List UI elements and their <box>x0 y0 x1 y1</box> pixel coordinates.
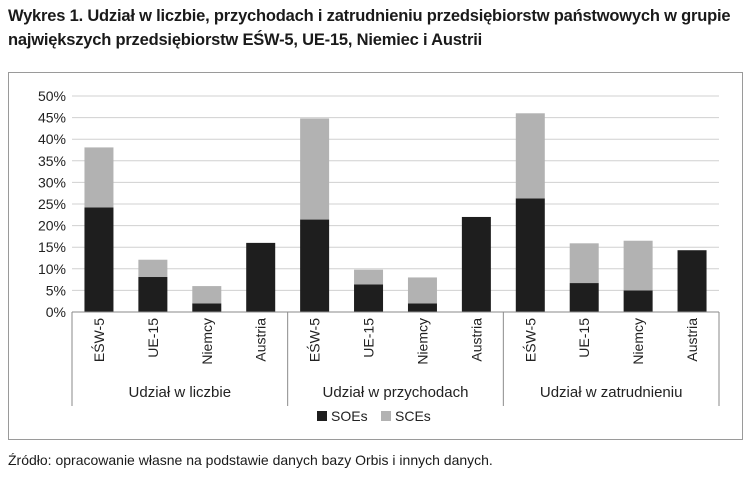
legend-label: SCEs <box>395 408 431 424</box>
y-tick-label: 15% <box>37 239 66 256</box>
x-category-label: Austria <box>684 318 701 362</box>
bar-sces <box>300 118 329 219</box>
bar-sces <box>516 113 545 198</box>
x-category-label: UE-15 <box>576 318 593 358</box>
bar-soes <box>462 217 491 312</box>
y-tick-label: 35% <box>37 152 66 169</box>
y-tick-label: 50% <box>37 88 66 104</box>
chart-frame <box>8 72 743 440</box>
x-category-label: UE-15 <box>144 318 161 358</box>
x-axis-labels <box>90 318 700 401</box>
y-tick-label: 25% <box>37 196 66 212</box>
y-tick-label: 45% <box>37 109 66 126</box>
grid-lines <box>72 96 719 290</box>
x-category-label: Austria <box>468 318 485 362</box>
bar-soes <box>138 277 167 312</box>
x-category-label: EŚW-5 <box>90 318 107 363</box>
bar-sces <box>408 277 437 303</box>
stacked-bar-chart <box>9 73 742 439</box>
bar-sces <box>354 270 383 285</box>
x-category-label: UE-15 <box>360 318 377 358</box>
bar-soes <box>354 284 383 312</box>
bar-soes <box>246 243 275 312</box>
y-tick-label: 20% <box>37 217 66 234</box>
y-tick-label: 40% <box>37 131 66 148</box>
legend-swatch <box>381 411 391 421</box>
x-category-label: Niemcy <box>630 318 647 365</box>
bar-soes <box>192 303 221 312</box>
bar-sces <box>570 243 599 283</box>
x-group-label: Udział w liczbie <box>128 384 232 401</box>
y-tick-label: 10% <box>37 260 66 277</box>
y-axis-ticks <box>38 88 66 320</box>
x-category-label: EŚW-5 <box>522 318 539 363</box>
bar-soes <box>678 250 707 312</box>
bar-soes <box>84 207 113 312</box>
bar-soes <box>408 303 437 312</box>
source-note: Źródło: opracowanie własne na podstawie danych bazy Orbis i innych danych. <box>8 452 493 468</box>
x-category-label: EŚW-5 <box>306 318 323 363</box>
bars <box>84 113 706 312</box>
y-tick-label: 5% <box>45 282 66 299</box>
bar-sces <box>624 241 653 291</box>
bar-sces <box>192 286 221 303</box>
legend-swatch <box>317 411 327 421</box>
bar-soes <box>624 290 653 312</box>
legend <box>317 408 431 424</box>
x-category-label: Niemcy <box>198 318 215 365</box>
x-group-label: Udział w przychodach <box>322 384 469 401</box>
chart-title: Wykres 1. Udział w liczbie, przychodach i zatrudnieniu przedsiębiorstw państwowych w grupie największych przedsiębiorstw EŚW-5, UE-15, Niemiec i Austrii <box>8 7 731 49</box>
y-tick-label: 30% <box>37 174 66 191</box>
bar-soes <box>300 220 329 312</box>
legend-label: SOEs <box>331 408 368 424</box>
y-tick-label: 0% <box>45 304 66 320</box>
bar-soes <box>516 198 545 312</box>
bar-sces <box>84 147 113 207</box>
bar-sces <box>138 260 167 277</box>
bar-soes <box>570 283 599 312</box>
x-group-label: Udział w zatrudnieniu <box>539 384 683 401</box>
x-category-label: Austria <box>252 318 269 362</box>
x-category-label: Niemcy <box>414 318 431 365</box>
